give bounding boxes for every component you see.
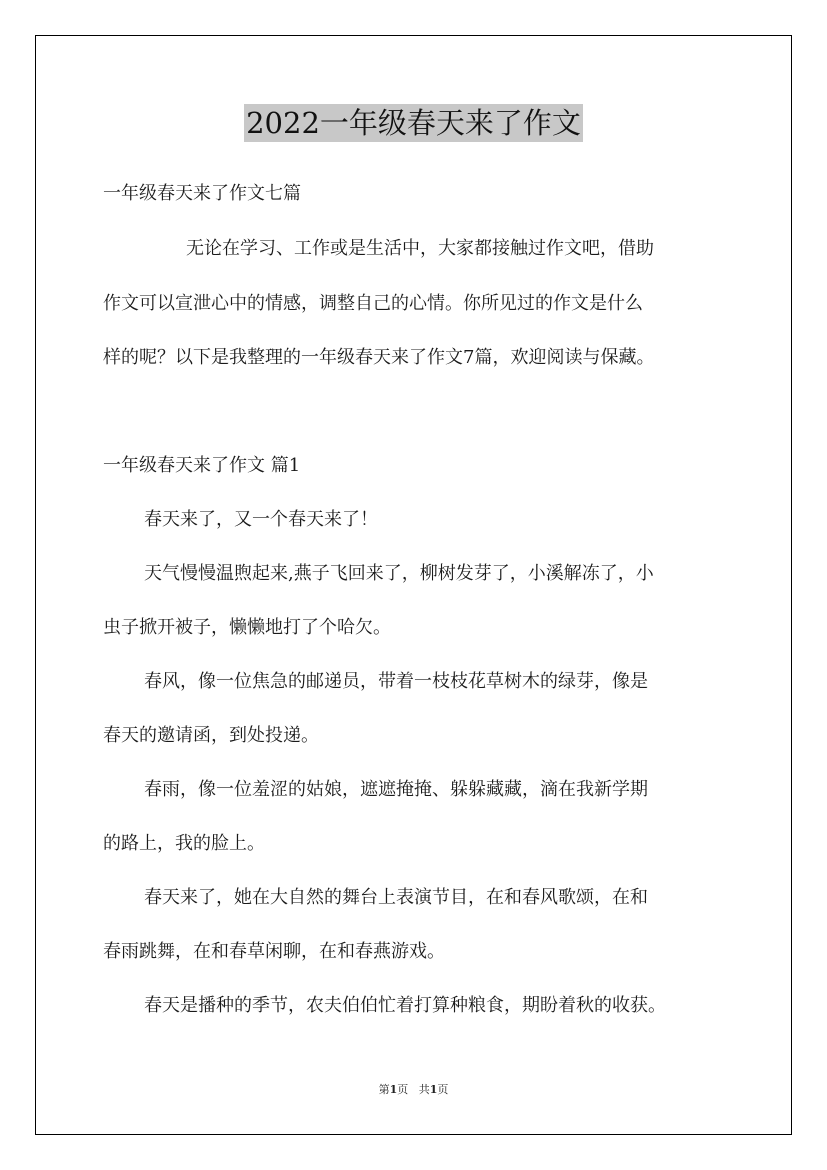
paragraph-1-line-1: 春天来了，又一个春天来了！ [144,509,378,530]
paragraph-2-line-2: 虫子掀开被子，懒懒地打了个哈欠。 [103,617,391,638]
intro-line-2: 作文可以宣泄心中的情感，调整自己的心情。你所见过的作文是什么 [103,293,643,314]
paragraph-3-line-1: 春风，像一位焦急的邮递员，带着一枝枝花草树木的绿芽，像是 [144,671,648,692]
intro-line-1: 无论在学习、工作或是生活中，大家都接触过作文吧，借助 [186,238,654,259]
footer-page-prefix: 第 [378,1083,390,1096]
paragraph-5-line-1: 春天来了，她在大自然的舞台上表演节目，在和春风歌颂，在和 [144,887,648,908]
footer-page-suffix: 页 [397,1083,409,1096]
intro-line-3: 样的呢？以下是我整理的一年级春天来了作文7篇，欢迎阅读与保藏。 [103,347,655,368]
paragraph-3-line-2: 春天的邀请函，到处投递。 [103,725,319,746]
footer-total-suffix: 页 [437,1083,449,1096]
title-container [0,104,827,142]
page-footer [0,1082,827,1098]
paragraph-4-line-1: 春雨，像一位羞涩的姑娘，遮遮掩掩、躲躲藏藏，滴在我新学期 [144,779,648,800]
footer-page-number: 1 [389,1083,398,1096]
paragraph-2-line-1: 天气慢慢温煦起来,燕子飞回来了，柳树发芽了，小溪解冻了，小 [144,563,654,584]
paragraph-6-line-1: 春天是播种的季节，农夫伯伯忙着打算种粮食，期盼着秋的收获。 [144,995,666,1016]
footer-total-prefix: 共 [418,1083,430,1096]
document-title: 2022一年级春天来了作文 [246,106,581,140]
section-heading: 一年级春天来了作文 篇1 [103,455,301,476]
paragraph-4-line-2: 的路上，我的脸上。 [103,833,265,854]
document-subtitle: 一年级春天来了作文七篇 [103,183,301,204]
paragraph-5-line-2: 春雨跳舞，在和春草闲聊，在和春燕游戏。 [103,941,445,962]
footer-total-number: 1 [429,1083,438,1096]
